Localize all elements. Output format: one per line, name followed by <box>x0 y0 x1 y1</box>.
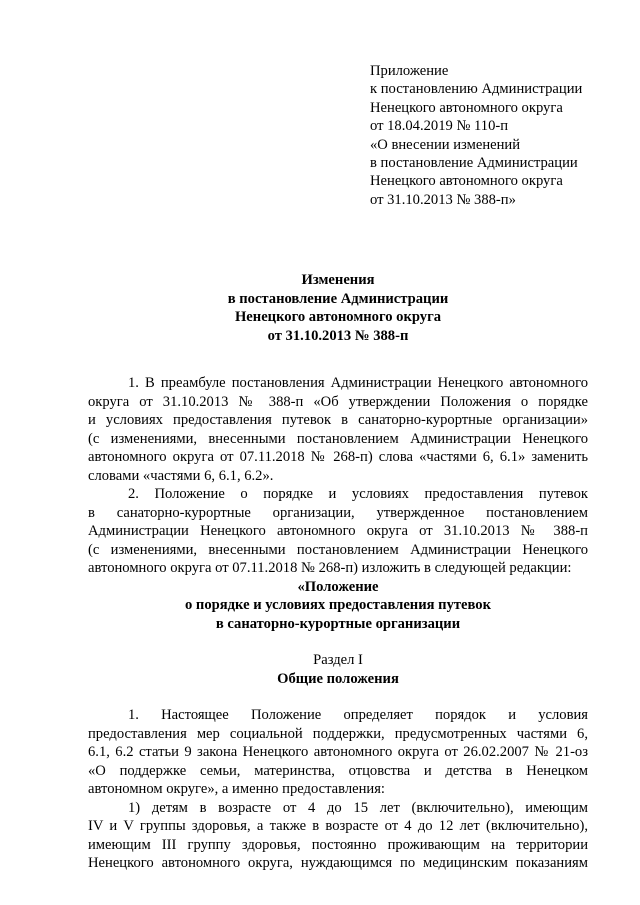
section-name: Общие положения <box>277 670 399 687</box>
title-line: от 31.10.2013 № 388-п <box>267 327 409 344</box>
text-line: (с изменениями, внесенными постановлением Администрации Ненецкого <box>88 430 588 447</box>
title-line: Изменения <box>301 272 375 288</box>
section-heading <box>88 651 588 688</box>
text-line: 1. Настоящее Положение определяет порядок и условия <box>128 707 588 723</box>
regulation-title <box>88 578 588 634</box>
text-line: в санаторно-курортные организации, утвержденное постановлением <box>88 504 588 521</box>
text-line: имеющим III группу здоровья, постоянно проживающим на территории <box>88 836 588 853</box>
regulation-title-line: о порядке и условиях предоставления путевок <box>184 597 491 613</box>
title-line: в постановление Администрации <box>227 290 449 307</box>
text-line: словами «частями 6, 6.1, 6.2». <box>88 467 274 484</box>
document-body <box>88 374 588 873</box>
spacer <box>88 688 588 706</box>
text-line: 1) детям в возрасте от 4 до 15 лет (включительно), имеющим <box>128 799 588 816</box>
item-1-paragraph <box>88 374 588 485</box>
text-line: автономного округа от 07.11.2018 № 268-п) слова «частями 6, 6.1» заменить <box>88 449 588 465</box>
text-line: Администрации Ненецкого автономного округа от 31.10.2013 № 388-п <box>88 523 588 539</box>
section-number: Раздел I <box>313 652 363 668</box>
text-line: 6.1, 6.2 статьи 9 закона Ненецкого автономного округа от 26.02.2007 № 21-оз <box>88 744 588 760</box>
text-line: предоставления мер социальной поддержки, предусмотренных частями 6, <box>88 725 588 742</box>
appendix-line: в постановление Администрации <box>370 155 578 172</box>
text-line: Ненецкого автономного округа, нуждающимся по медицинским показаниям <box>88 855 588 871</box>
item-2-paragraph <box>88 485 588 578</box>
regulation-title-line: «Положение <box>297 578 379 595</box>
appendix-line: от 31.10.2013 № 388-п» <box>370 191 516 208</box>
text-line: 1. В преамбуле постановления Администрации Ненецкого автономного <box>128 375 588 391</box>
text-line: IV и V группы здоровья, а также в возрасте от 4 до 12 лет (включительно), <box>88 818 588 834</box>
appendix-line: «О внесении изменений <box>370 136 521 153</box>
appendix-line: Ненецкого автономного округа <box>370 173 563 190</box>
spacer <box>88 633 588 651</box>
text-line: автономном округе», а именно предоставления: <box>88 781 385 797</box>
appendix-line: от 18.04.2019 № 110-п <box>370 118 509 135</box>
appendix-line: к постановлению Администрации <box>370 81 583 98</box>
regulation-title-line: в санаторно-курортные организации <box>215 615 461 632</box>
subclause-1-paragraph <box>88 799 588 873</box>
clause-1-paragraph <box>88 706 588 799</box>
appendix-line: Ненецкого автономного округа <box>370 99 563 116</box>
text-line: и условиях предоставления путевок в санаторно-курортные организации» <box>88 412 588 428</box>
appendix-header <box>370 62 630 209</box>
text-line: округа от 31.10.2013 № 388-п «Об утверждении Положения о порядке <box>88 393 588 410</box>
text-line: 2. Положение о порядке и условиях предоставления путевок <box>128 486 588 502</box>
text-line: автономного округа от 07.11.2018 № 268-п) изложить в следующей редакции: <box>88 560 572 576</box>
appendix-line: Приложение <box>370 63 449 79</box>
title-line: Ненецкого автономного округа <box>234 309 442 325</box>
text-line: (с изменениями, внесенными постановлением Администрации Ненецкого <box>88 541 588 558</box>
text-line: «О поддержке семьи, материнства, отцовства и детства в Ненецком <box>88 762 588 779</box>
document-title <box>88 271 588 345</box>
